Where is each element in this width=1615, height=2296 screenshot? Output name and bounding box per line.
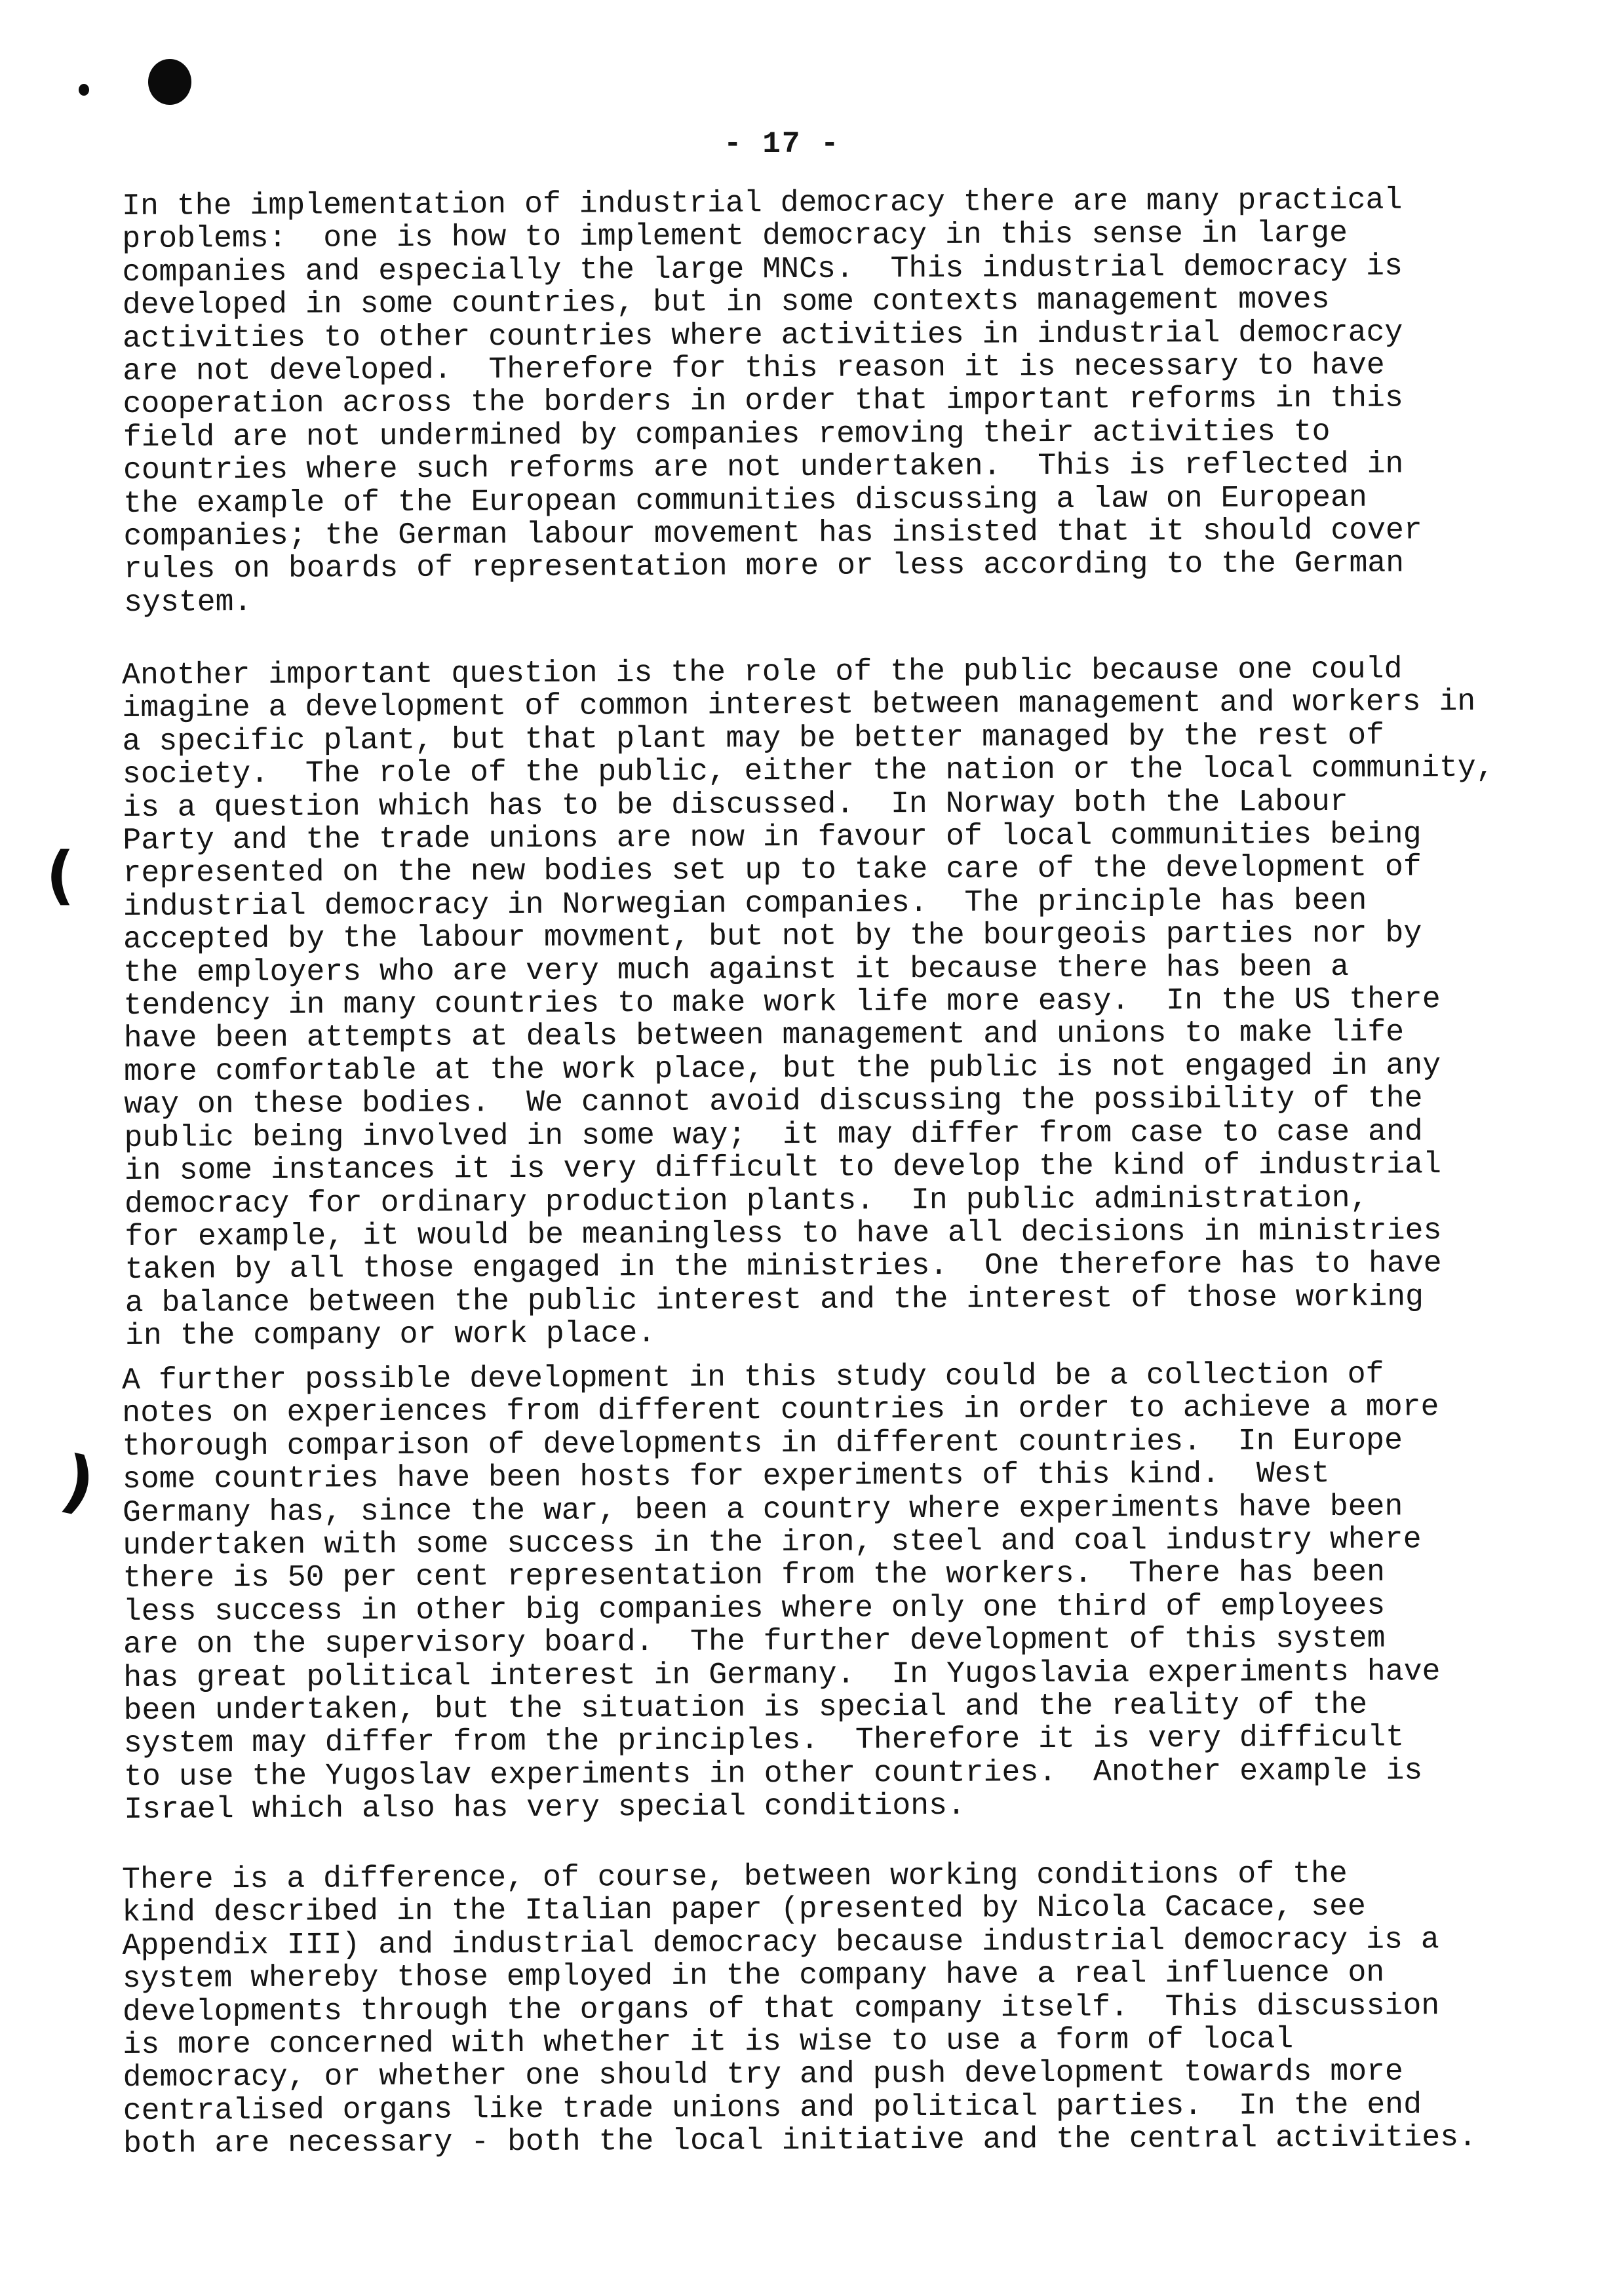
text-line: cooperation across the borders in order that important reforms in this [123, 380, 1404, 422]
text-line: democracy, or whether one should try and push development towards more [123, 2054, 1404, 2095]
text-line: Another important question is the role of the public because one could [121, 651, 1403, 693]
text-line: represented on the new bodies set up to take care of the development of [123, 849, 1422, 891]
punch-hole-large [148, 59, 191, 105]
text-line: accepted by the labour movment, but not by the bourgeois parties nor by [123, 915, 1422, 957]
text-line: to use the Yugoslav experiments in other countries. Another example is [123, 1753, 1423, 1794]
text-line: is a question which has to be discussed. In Norway both the Labour [122, 784, 1348, 825]
paragraph-working-conditions [122, 1856, 1546, 2160]
text-line: system. [123, 584, 252, 620]
text-line: Israel which also has very special conditions. [124, 1788, 966, 1827]
text-line: taken by all those engaged in the ministries. One therefore has to have [125, 1246, 1442, 1288]
text-line: activities to other countries where activities in industrial democracy [122, 315, 1403, 356]
text-line: centralised organs like trade unions and political parties. In the end [123, 2087, 1422, 2128]
text-line: the employers who are very much against it because there has been a [123, 949, 1350, 990]
text-line: companies and especially the large MNCs. This industrial democracy is [122, 248, 1403, 290]
page-number: - 17 - [724, 127, 840, 161]
text-line: are not developed. Therefore for this reason it is necessary to have [123, 347, 1385, 389]
text-line: are on the supervisory board. The further development of this system [123, 1620, 1386, 1662]
text-line: democracy for ordinary production plants. In public administration, [124, 1180, 1369, 1221]
text-line: has great political interest in Germany. In Yugoslavia experiments have [123, 1653, 1441, 1695]
text-line: in the company or work place. [125, 1316, 656, 1354]
text-line: notes on experiences from different countries in order to achieve a more [122, 1389, 1439, 1431]
text-line: a balance between the public interest and the interest of those working [125, 1279, 1424, 1320]
text-line: for example, it would be meaningless to have all decisions in ministries [125, 1213, 1442, 1254]
text-line: some countries have been hosts for experiments of this kind. West [122, 1456, 1330, 1497]
text-line: There is a difference, of course, between working conditions of the [121, 1856, 1348, 1897]
text-line: both are necessary - both the local initiative and the central activities. [123, 2120, 1477, 2162]
text-line: In the implementation of industrial democracy there are many practical [121, 182, 1403, 223]
margin-bracket-mark: ( [46, 839, 75, 912]
text-line: have been attempts at deals between management and unions to make life [123, 1014, 1405, 1056]
text-line: developments through the organs of that company itself. This discussion [122, 1987, 1440, 2029]
paragraph-role-of-public [122, 652, 1547, 1352]
text-line: is more concerned with whether it is wise to use a form of local [123, 2021, 1294, 2063]
text-line: the example of the European communities discussing a law on European [123, 480, 1367, 521]
paragraph-industrial-democracy-problems [122, 183, 1546, 619]
text-line: countries where such reforms are not undertaken. This is reflected in [123, 446, 1404, 488]
text-line: way on these bodies. We cannot avoid discussing the possibility of the [124, 1081, 1423, 1122]
paragraph-country-comparison [122, 1357, 1546, 1826]
text-line: public being involved in some way; it may differ from case to case and [124, 1113, 1423, 1155]
text-line: imagine a development of common interest between management and workers in [122, 684, 1476, 726]
text-line: field are not undermined by companies removing their activities to [123, 413, 1331, 455]
text-line: industrial democracy in Norwegian companies. The principle has been [123, 883, 1367, 924]
text-line: system may differ from the principles. Therefore it is very difficult [123, 1719, 1405, 1761]
text-line: system whereby those employed in the company have a real influence on [122, 1955, 1385, 1997]
text-line: undertaken with some success in the iron, steel and coal industry where [123, 1521, 1422, 1563]
text-line: less success in other big companies where only one third of employees [123, 1588, 1386, 1629]
text-line: rules on boards of representation more or less according to the German [123, 545, 1405, 587]
punch-hole-small [79, 84, 89, 96]
text-line: Germany has, since the war, been a country where experiments have been [122, 1489, 1403, 1530]
text-line: A further possible development in this study could be a collection of [121, 1356, 1384, 1398]
text-line: more comfortable at the work place, but the public is not engaged in any [123, 1048, 1441, 1089]
text-line: there is 50 per cent representation from the workers. There has been [123, 1555, 1386, 1596]
text-line: society. The role of the public, either the nation or the local community, [122, 750, 1494, 792]
text-line: developed in some countries, but in some contexts management moves [122, 282, 1330, 323]
text-line: Appendix III) and industrial democracy because industrial democracy is a [122, 1921, 1439, 1963]
text-line: companies; the German labour movement has insisted that it should cover [123, 512, 1422, 554]
text-line: kind described in the Italian paper (presented by Nicola Cacace, see [122, 1889, 1366, 1930]
margin-bracket-mark: ) [54, 1440, 102, 1525]
text-line: a specific plant, but that plant may be better managed by the rest of [122, 718, 1385, 759]
text-line: Party and the trade unions are now in favour of local communities being [123, 816, 1422, 858]
text-line: problems: one is how to implement democracy in this sense in large [122, 216, 1348, 257]
text-line: thorough comparison of developments in different countries. In Europe [122, 1423, 1403, 1464]
text-line: been undertaken, but the situation is special and the reality of the [123, 1687, 1368, 1729]
text-line: in some instances it is very difficult to develop the kind of industrial [124, 1147, 1442, 1189]
text-line: tendency in many countries to make work life more easy. In the US there [123, 982, 1441, 1024]
